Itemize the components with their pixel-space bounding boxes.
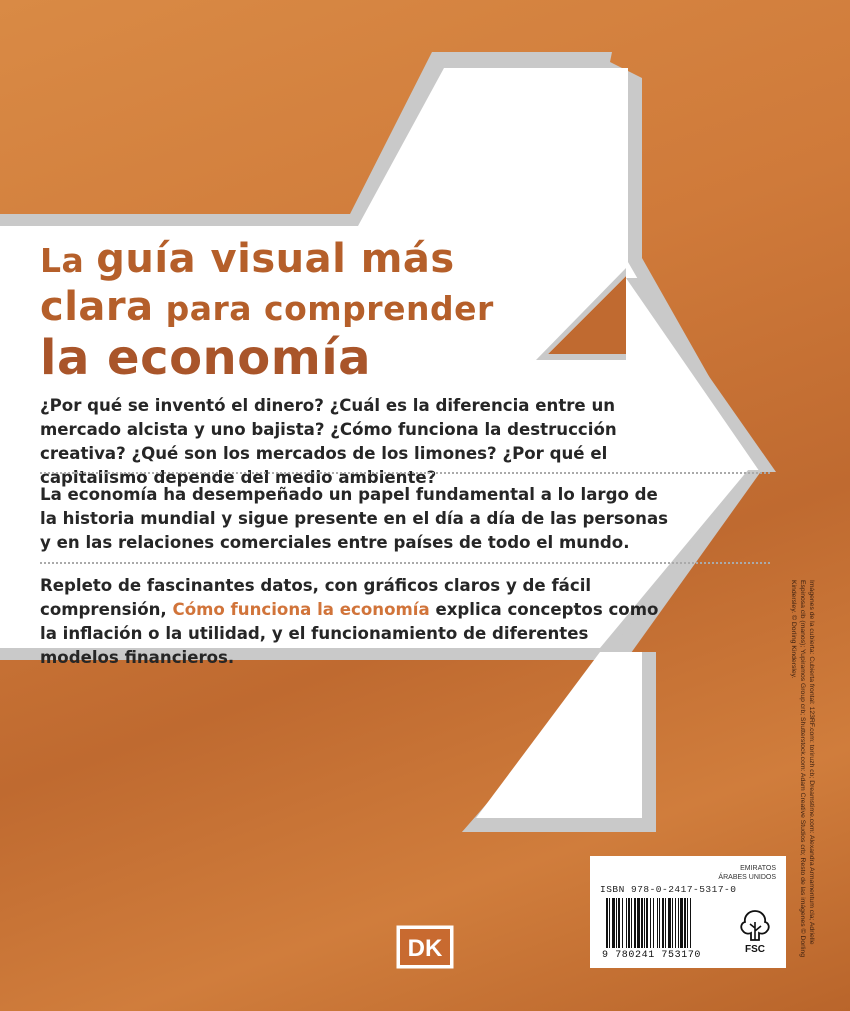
isbn-label: ISBN 978-0-2417-5317-0 [600,884,737,895]
barcode-bar [618,898,620,948]
barcode-bar [628,898,630,948]
barcode-bar [612,898,615,948]
barcode-bar [675,898,676,948]
image-credits-text: Imágenes de la cubierta: Cubierta frontal: 123RF.com: toriruzh cb; Dreamstime.com: Alexandra Armamentum cla; Adrielle Espinosa clb (manos); Yupiramos Group crb; Shutterstock.com: Adam Creative Studios crb; Resto de las imágenes © Dorling Kindersley. © Dorling Kindersley. [790,580,815,957]
barcode-bar [634,898,636,948]
fsc-label: FSC [745,944,765,955]
headline-para-comprender: para comprender [153,289,494,328]
description-start: Repleto de fascinantes datos, con gráficos claros y de fácil comprensión, [40,576,592,619]
fsc-logo [736,908,774,958]
barcode-bar [687,898,688,948]
arrow-head-bottom [476,652,642,818]
barcode-bar [626,898,627,948]
tree-icon [736,908,774,944]
barcode-digits: 9 780241 753170 [602,950,702,961]
barcode-bar [659,898,660,948]
barcode-bar [684,898,686,948]
barcode-bar [641,898,643,948]
dotted-divider [40,562,770,564]
barcode-bar [678,898,679,948]
barcode-bar [653,898,654,948]
image-credits [790,580,830,960]
barcode-bar [680,898,683,948]
barcode-bar [644,898,645,948]
barcode-bar [665,898,666,948]
dk-logo-text: DK [407,935,443,962]
barcode-bar [650,898,651,948]
book-title-inline: Cómo funciona la economía [172,600,430,619]
arrow-head-bottom-right [642,652,656,832]
barcode-bar [668,898,671,948]
headline-word-la: La [40,241,97,280]
headline-line-3: la economía [40,330,372,386]
barcode-bar [606,898,608,948]
intro-paragraph: La economía ha desempeñado un papel fundamental a lo largo de la historia mundial y sigue presente en el día a día de las personas y en las relaciones comerciales entre países de todo el mundo. [40,485,669,552]
dk-logo [396,925,454,969]
description-paragraph [40,574,660,670]
barcode-bar [646,898,648,948]
barcode-bar [631,898,632,948]
barcode-bar [672,898,673,948]
barcode-bar [622,898,623,948]
headline-line-1 [40,236,455,282]
barcode-bar [637,898,640,948]
dotted-divider [40,472,770,474]
description-end: explica conceptos como la inflación o la utilidad, y el funcionamiento de diferentes modelos financieros. [40,600,659,667]
headline-word-clara: clara [40,284,154,330]
intro-questions: ¿Por qué se inventó el dinero? ¿Cuál es la diferencia entre un mercado alcista y uno bajista? ¿Cómo funciona la destrucción creativa? ¿Qué son los mercados de los limones? ¿Por qué el capitalismo depende del medio ambiente? [40,396,617,487]
headline-guia-visual: guía visual más [96,236,455,282]
barcode-bar [609,898,610,948]
barcode-bar [616,898,617,948]
barcode-bar [657,898,658,948]
arrow-head-bottom-edge [462,818,642,832]
barcode [606,898,718,952]
barcode-bar [662,898,664,948]
headline-line-2 [40,284,494,330]
market-label: EMIRATOS ÁRABES UNIDOS [718,865,776,881]
barcode-panel [590,856,786,968]
barcode-bar [690,898,691,948]
